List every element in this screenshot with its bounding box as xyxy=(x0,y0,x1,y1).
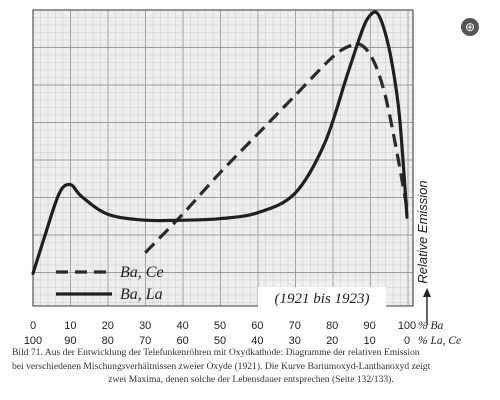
plot-background xyxy=(33,10,413,306)
x-tick-bottom: 70 xyxy=(139,335,152,347)
caption-line-1: Bild 71. Aus der Entwicklung der Telefunkenröhren mit Oxydkathode: Diagramme der relativen Emission xyxy=(12,347,420,358)
x-tick-top: 30 xyxy=(139,320,152,332)
y-axis-arrowhead xyxy=(423,288,431,297)
x-tick-bottom: 80 xyxy=(101,335,114,347)
x-unit-top: % Ba xyxy=(418,320,444,332)
x-tick-top: 0 xyxy=(29,320,37,332)
figure-caption xyxy=(12,346,490,387)
x-tick-bottom: 20 xyxy=(326,335,339,347)
x-tick-top: 50 xyxy=(213,320,227,332)
caption-line-2: bei verschiedenen Mischungsverhältnissen zweier Oxyde (1921). Die Kurve Bariumoxyd-Lanthanoxyd zeigt xyxy=(12,360,431,372)
x-unit-bottom: % La, Ce xyxy=(418,335,462,347)
x-tick-bottom: 30 xyxy=(288,335,301,347)
legend-label-ba-la: Ba, La xyxy=(120,286,163,303)
x-tick-top: 40 xyxy=(176,320,189,332)
x-tick-top: 80 xyxy=(326,320,339,332)
zoom-in-icon[interactable]: ⊕ xyxy=(461,18,479,36)
x-axis-ticks xyxy=(24,320,461,347)
date-range-label: (1921 bis 1923) xyxy=(274,291,370,307)
x-tick-bottom: 0 xyxy=(403,335,411,347)
x-tick-top: 10 xyxy=(64,320,77,332)
legend-label-ba-ce: Ba, Ce xyxy=(120,264,164,281)
x-tick-bottom: 90 xyxy=(64,335,77,347)
x-tick-bottom: 60 xyxy=(176,335,189,347)
x-tick-bottom: 40 xyxy=(251,335,264,347)
x-tick-bottom: 50 xyxy=(213,335,227,347)
x-tick-top: 90 xyxy=(363,320,376,332)
x-tick-bottom: 10 xyxy=(363,335,376,347)
y-axis-label-group xyxy=(415,180,431,325)
x-tick-top: 70 xyxy=(288,320,301,332)
x-tick-top: 60 xyxy=(251,320,264,332)
x-tick-top: 20 xyxy=(101,320,114,332)
x-tick-top: 100 xyxy=(397,320,417,332)
caption-line-3: zwei Maxima, denen solche der Lebensdauer entsprechen (Seite 132/133). xyxy=(108,374,394,385)
y-axis-label: Relative Emission xyxy=(415,180,430,284)
x-tick-bottom: 100 xyxy=(23,335,43,347)
chart-grid xyxy=(33,10,413,306)
